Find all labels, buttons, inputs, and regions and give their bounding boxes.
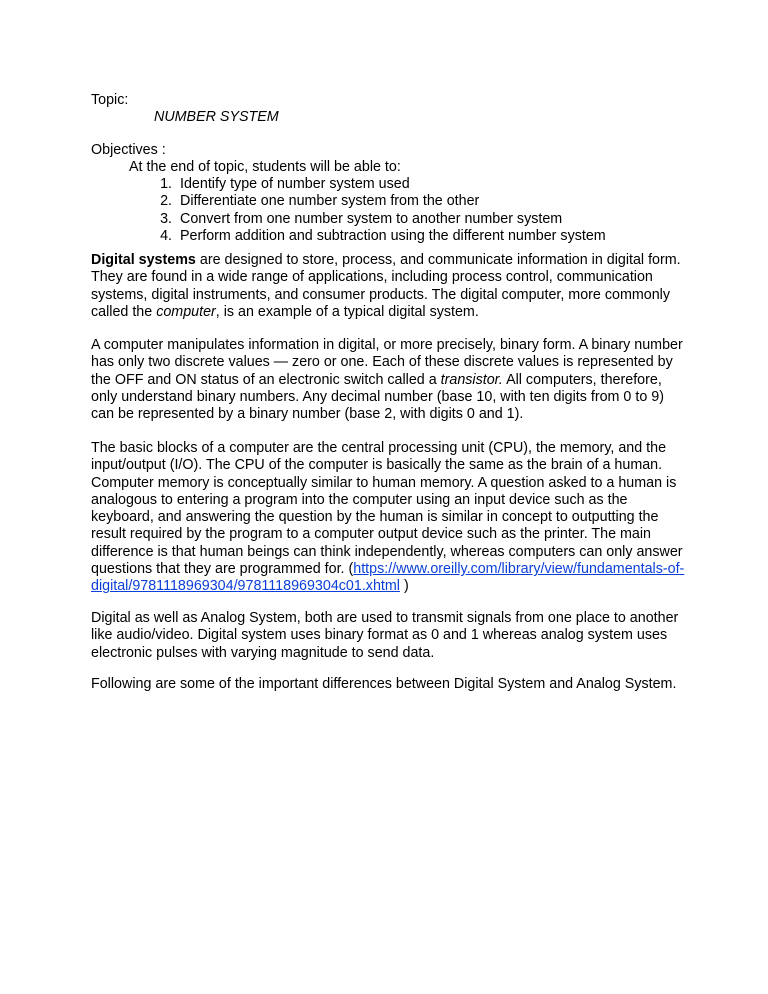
- list-item-number: 1.: [160, 176, 172, 192]
- list-item-text: Convert from one number system to another number system: [180, 210, 563, 227]
- topic-title: NUMBER SYSTEM: [154, 109, 279, 125]
- objectives-intro: At the end of topic, students will be able to:: [129, 159, 401, 175]
- list-item: [154, 176, 606, 193]
- list-item-text: Differentiate one number system from the other: [180, 193, 480, 210]
- paragraph-text: are designed to store, process, and communicate information in digital form. They are found in a wide range of applications, including process control, communication systems, digital instruments, and consumer products. The digital computer, more commonly called the: [91, 252, 681, 320]
- paragraph-text: , is an example of a typical digital system.: [215, 303, 479, 320]
- list-item-text: Identify type of number system used: [180, 176, 410, 192]
- paragraph-text: The basic blocks of a computer are the central processing unit (CPU), the memory, and the input/output (I/O). The CPU of the computer is basically the same as the brain of a human. Computer memory is conceptually similar to human memory. A question asked to a human is analogous to entering a program into the computer using an input device such as the keyboard, and answering the question by the human is similar in concept to outputting the result required by the program to a computer output device such as the printer. The main difference is that human beings can think independently, whereas computers can only answer questions that they are programmed for. (: [91, 440, 683, 578]
- paragraph-binary-form: [91, 337, 687, 423]
- paragraph-digital-systems: [91, 252, 687, 321]
- list-item-text: Perform addition and subtraction using the different number system: [180, 227, 606, 244]
- list-item: [154, 193, 606, 210]
- reference-link[interactable]: https://www.oreilly.com/library/view/fundamentals-of-digital/9781118969304/9781118969304c01.xhtml: [91, 561, 685, 595]
- italic-term: computer: [156, 303, 216, 320]
- bold-term: Digital systems: [91, 252, 196, 268]
- list-item: [154, 211, 606, 228]
- paragraph-digital-analog: Digital as well as Analog System, both are used to transmit signals from one place to another like audio/video. Digital system uses binary format as 0 and 1 whereas analog system uses electronic pulses with varying magnitude to send data.: [91, 610, 679, 661]
- list-item-number: 2.: [160, 193, 172, 210]
- paragraph-text: All computers, therefore, only understand binary numbers. Any decimal number (base 10, with ten digits from 0 to 9) can be represented by a binary number (base 2, with digits 0 and 1).: [91, 371, 664, 423]
- paragraph-computer-blocks: [91, 440, 687, 596]
- list-item: [154, 228, 606, 245]
- paragraph-text: A computer manipulates information in digital, or more precisely, binary form. A binary number has only two discrete values — zero or one. Each of these discrete values is represented by the OFF and ON status of an electronic switch called a: [91, 337, 683, 388]
- list-item-number: 4.: [160, 227, 172, 244]
- topic-label: Topic:: [91, 92, 129, 108]
- paragraph-differences-intro: Following are some of the important differences between Digital System and Analog System.: [91, 676, 677, 692]
- objectives-list: [154, 176, 606, 245]
- paragraph-text: ): [399, 578, 409, 595]
- list-item-number: 3.: [160, 210, 172, 227]
- objectives-label: Objectives :: [91, 142, 166, 158]
- italic-term: transistor.: [440, 371, 503, 388]
